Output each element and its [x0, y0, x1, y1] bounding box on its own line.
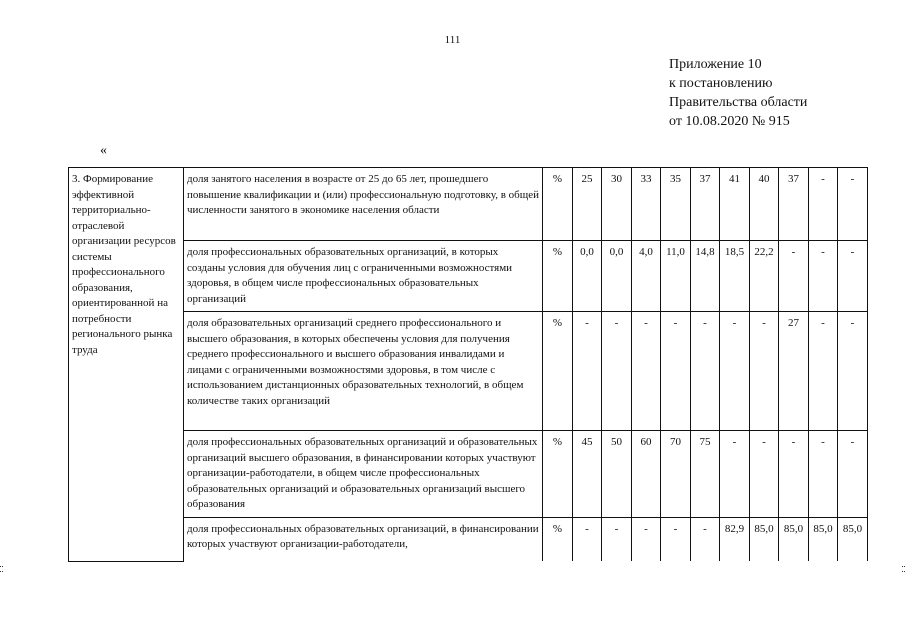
value-cell: 37 — [691, 168, 720, 241]
value-cell: 45 — [573, 431, 602, 518]
value-cell: 30 — [602, 168, 632, 241]
value-cell: 41 — [720, 168, 750, 241]
value-cell: 85,0 — [779, 517, 809, 561]
value-cell: 33 — [632, 168, 661, 241]
indicators-table — [68, 167, 868, 562]
value-cell: 18,5 — [720, 241, 750, 312]
unit-cell: % — [543, 241, 573, 312]
value-cell: 70 — [661, 431, 691, 518]
value-cell: - — [838, 168, 868, 241]
appendix-line: к постановлению — [669, 76, 773, 91]
indicator-cell: доля профессиональных образовательных организаций и образовательных организаций высшего образования, в финансировании которых участвуют организации-работодатели, в общем числе профессиональных образовательных организаций и образовательных организаций высшего образования — [184, 431, 543, 518]
value-cell: 82,9 — [720, 517, 750, 561]
unit-cell: % — [543, 168, 573, 241]
value-cell: 35 — [661, 168, 691, 241]
value-cell: - — [720, 431, 750, 518]
indicator-cell: доля образовательных организаций среднего профессионального и высшего образования, в которых обеспечены условия для получения среднего профессионального и высшего образования инвалидами и лицами с ограниченными возможностями здоровья, в том числе с использованием дистанционных образовательных технологий, в общем количестве таких организаций — [184, 312, 543, 431]
appendix-header — [669, 55, 807, 131]
value-cell: - — [602, 517, 632, 561]
value-cell: 11,0 — [661, 241, 691, 312]
unit-cell: % — [543, 517, 573, 561]
table-row — [69, 312, 868, 431]
indicator-cell: доля профессиональных образовательных организаций, в которых созданы условия для обучения лиц с ограниченными возможностями здоровья, в общем числе профессиональных образовательных организаций — [184, 241, 543, 312]
value-cell: - — [809, 312, 838, 431]
value-cell: - — [602, 312, 632, 431]
value-cell: - — [809, 431, 838, 518]
value-cell: - — [632, 312, 661, 431]
value-cell: 40 — [750, 168, 779, 241]
value-cell: - — [691, 312, 720, 431]
appendix-line: от 10.08.2020 № 915 — [669, 114, 790, 129]
value-cell: 22,2 — [750, 241, 779, 312]
value-cell: 85,0 — [809, 517, 838, 561]
value-cell: 85,0 — [750, 517, 779, 561]
value-cell: 50 — [602, 431, 632, 518]
appendix-line: Приложение 10 — [669, 57, 762, 72]
opening-quote-mark: « — [100, 143, 107, 158]
value-cell: - — [573, 517, 602, 561]
group-label-cell: 3. Формирование эффективной территориально-отраслевой организации ресурсов системы профессионального образования, ориентированной на потребности регионального рынка труда — [69, 168, 184, 562]
value-cell: 37 — [779, 168, 809, 241]
unit-cell: % — [543, 312, 573, 431]
value-cell: 0,0 — [602, 241, 632, 312]
value-cell: - — [809, 168, 838, 241]
table-row — [69, 517, 868, 561]
indicator-cell: доля профессиональных образовательных организаций, в финансировании которых участвуют организации-работодатели, — [184, 517, 543, 561]
table-row — [69, 431, 868, 518]
value-cell: 60 — [632, 431, 661, 518]
value-cell: 0,0 — [573, 241, 602, 312]
value-cell: - — [750, 312, 779, 431]
value-cell: - — [750, 431, 779, 518]
page-number: 111 — [444, 34, 461, 46]
value-cell: 4,0 — [632, 241, 661, 312]
value-cell: - — [632, 517, 661, 561]
value-cell: 14,8 — [691, 241, 720, 312]
value-cell: 75 — [691, 431, 720, 518]
value-cell: - — [838, 241, 868, 312]
value-cell: - — [691, 517, 720, 561]
value-cell: - — [661, 312, 691, 431]
value-cell: - — [573, 312, 602, 431]
value-cell: - — [838, 312, 868, 431]
table-row — [69, 241, 868, 312]
value-cell: - — [661, 517, 691, 561]
appendix-line: Правительства области — [669, 95, 808, 110]
scan-edge-mark — [0, 566, 3, 572]
value-cell: 25 — [573, 168, 602, 241]
value-cell: - — [838, 431, 868, 518]
unit-cell: % — [543, 431, 573, 518]
value-cell: - — [720, 312, 750, 431]
value-cell: - — [779, 431, 809, 518]
indicator-cell: доля занятого населения в возрасте от 25 до 65 лет, прошедшего повышение квалификации и (или) профессиональную подготовку, в общей численности занятого в экономике населения области — [184, 168, 543, 241]
value-cell: 85,0 — [838, 517, 868, 561]
value-cell: - — [779, 241, 809, 312]
value-cell: - — [809, 241, 838, 312]
value-cell: 27 — [779, 312, 809, 431]
table-row — [69, 168, 868, 241]
